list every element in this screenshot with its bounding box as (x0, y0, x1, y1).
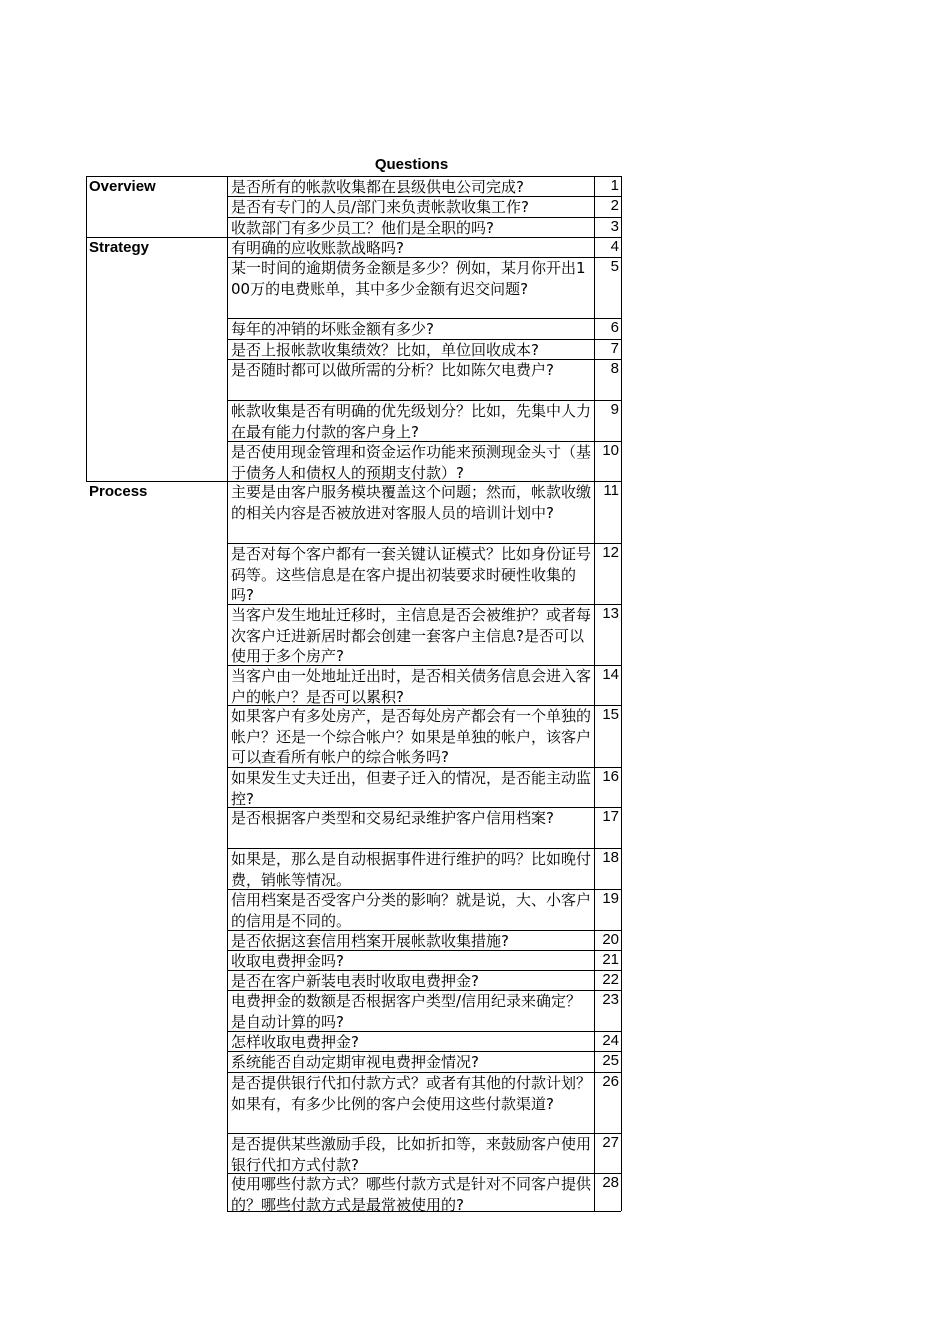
question-text: 怎样收取电费押金? (231, 1033, 359, 1051)
question-text: 帐款收集是否有明确的优先级划分？比如，先集中人力在最有能力付款的客户身上? (231, 402, 591, 441)
category-label: Strategy (89, 239, 150, 256)
grid-line (227, 990, 621, 991)
question-number: 7 (610, 340, 619, 357)
question-number: 20 (602, 931, 619, 948)
question-number: 14 (602, 666, 619, 683)
question-text: 是否所有的帐款收集都在县级供电公司完成? (231, 178, 524, 196)
grid-line (227, 950, 621, 951)
question-number: 3 (610, 218, 619, 235)
question-text: 是否对每个客户都有一套关键认证模式？比如身份证号码等。这些信息是在客户提出初装要求时硬性收集的吗? (231, 545, 591, 604)
question-number: 10 (602, 442, 619, 459)
question-text: 如果客户有多处房产，是否每处房产都会有一个单独的帐户？还是一个综合帐户？如果是单独的帐户，该客户可以查看所有帐户的综合帐务吗? (231, 707, 591, 766)
grid-line (227, 1051, 621, 1052)
grid-line (86, 176, 621, 177)
question-text: 是否有专门的人员/部门来负责帐款收集工作? (231, 198, 530, 216)
question-number: 23 (602, 991, 619, 1008)
grid-line (227, 604, 621, 605)
grid-line (621, 176, 622, 1211)
grid-line (86, 176, 87, 482)
question-number: 16 (602, 768, 619, 785)
question-text: 是否提供银行代扣付款方式？或者有其他的付款计划？如果有，有多少比例的客户会使用这些付款渠道? (231, 1074, 591, 1113)
category-label: Process (89, 483, 148, 500)
question-text: 是否在客户新装电表时收取电费押金? (231, 972, 479, 990)
question-number: 18 (602, 849, 619, 866)
question-text: 主要是由客户服务模块覆盖这个问题；然而，帐款收缴的相关内容是否被放进对客服人员的培训计划中? (231, 483, 591, 522)
question-text: 是否根据客户类型和交易纪录维护客户信用档案? (231, 809, 554, 827)
grid-line (227, 1031, 621, 1032)
question-text: 每年的冲销的坏账金额有多少? (231, 320, 434, 338)
question-text: 是否随时都可以做所需的分析？比如陈欠电费户? (231, 361, 554, 379)
grid-line (227, 807, 621, 808)
grid-line (227, 441, 621, 442)
question-number: 2 (610, 197, 619, 214)
grid-line (227, 767, 621, 768)
grid-line (227, 705, 621, 706)
question-number: 8 (610, 360, 619, 377)
question-number: 1 (610, 177, 619, 194)
grid-line (227, 318, 621, 319)
grid-line (594, 176, 595, 1211)
question-number: 12 (602, 544, 619, 561)
question-number: 13 (602, 605, 619, 622)
question-number: 26 (602, 1073, 619, 1090)
grid-line (227, 400, 621, 401)
grid-line (86, 237, 621, 238)
question-number: 15 (602, 706, 619, 723)
question-number: 6 (610, 319, 619, 336)
grid-line (227, 1072, 621, 1073)
question-text: 收款部门有多少员工？他们是全职的吗? (231, 219, 494, 237)
grid-line (227, 889, 621, 890)
grid-line (227, 196, 621, 197)
sheet-title: Questions (374, 156, 449, 173)
question-number: 22 (602, 971, 619, 988)
question-number: 11 (603, 482, 619, 499)
question-number: 4 (610, 238, 619, 255)
question-text: 系统能否自动定期审视电费押金情况? (231, 1053, 479, 1071)
grid-line (227, 970, 621, 971)
question-number: 19 (602, 890, 619, 907)
grid-line (227, 665, 621, 666)
grid-line (227, 257, 621, 258)
grid-line (227, 1133, 621, 1134)
question-text: 当客户由一处地址迁出时，是否相关债务信息会进入客户的帐户？是否可以累积? (231, 667, 591, 706)
question-number: 28 (602, 1174, 619, 1191)
question-number: 25 (602, 1052, 619, 1069)
question-text: 有明确的应收账款战略吗? (231, 239, 404, 257)
question-number: 5 (610, 258, 619, 275)
question-text: 是否上报帐款收集绩效？比如，单位回收成本? (231, 341, 539, 359)
grid-line (227, 848, 621, 849)
question-text: 使用哪些付款方式？哪些付款方式是针对不同客户提供的？哪些付款方式是最常被使用的? (231, 1175, 591, 1214)
question-number: 24 (602, 1032, 619, 1049)
grid-line (227, 359, 621, 360)
question-number: 9 (610, 401, 619, 418)
category-label: Overview (89, 178, 156, 195)
question-text: 是否提供某些激励手段，比如折扣等，来鼓励客户使用银行代扣方式付款? (231, 1135, 591, 1174)
grid-line (227, 930, 621, 931)
grid-line (227, 217, 621, 218)
question-text: 电费押金的数额是否根据客户类型/信用纪录来确定？是自动计算的吗? (231, 992, 582, 1031)
grid-line (86, 481, 621, 482)
grid-line (227, 339, 621, 340)
question-number: 21 (602, 951, 619, 968)
question-text: 信用档案是否受客户分类的影响？就是说，大、小客户的信用是不同的。 (231, 891, 591, 930)
question-text: 当客户发生地址迁移时，主信息是否会被维护？或者每次客户迁进新居时都会创建一套客户主信息?是否可以使用于多个房产? (231, 606, 591, 665)
question-text: 是否依据这套信用档案开展帐款收集措施? (231, 932, 509, 950)
question-text: 某一时间的逾期债务金额是多少？例如，某月你开出100万的电费账单，其中多少金额有迟交问题? (231, 259, 586, 298)
question-text: 如果发生丈夫迁出，但妻子迁入的情况，是否能主动监控? (231, 769, 591, 808)
question-text: 是否使用现金管理和资金运作功能来预测现金头寸（基于债务人和债权人的预期支付款）? (231, 443, 591, 482)
question-text: 如果是，那么是自动根据事件进行维护的吗？比如晚付费，销帐等情况。 (231, 850, 591, 889)
grid-line (227, 543, 621, 544)
question-number: 27 (602, 1134, 619, 1151)
question-number: 17 (602, 808, 619, 825)
question-text: 收取电费押金吗? (231, 952, 344, 970)
grid-line (227, 176, 228, 1211)
grid-line (227, 1173, 621, 1174)
grid-line (227, 1211, 621, 1212)
